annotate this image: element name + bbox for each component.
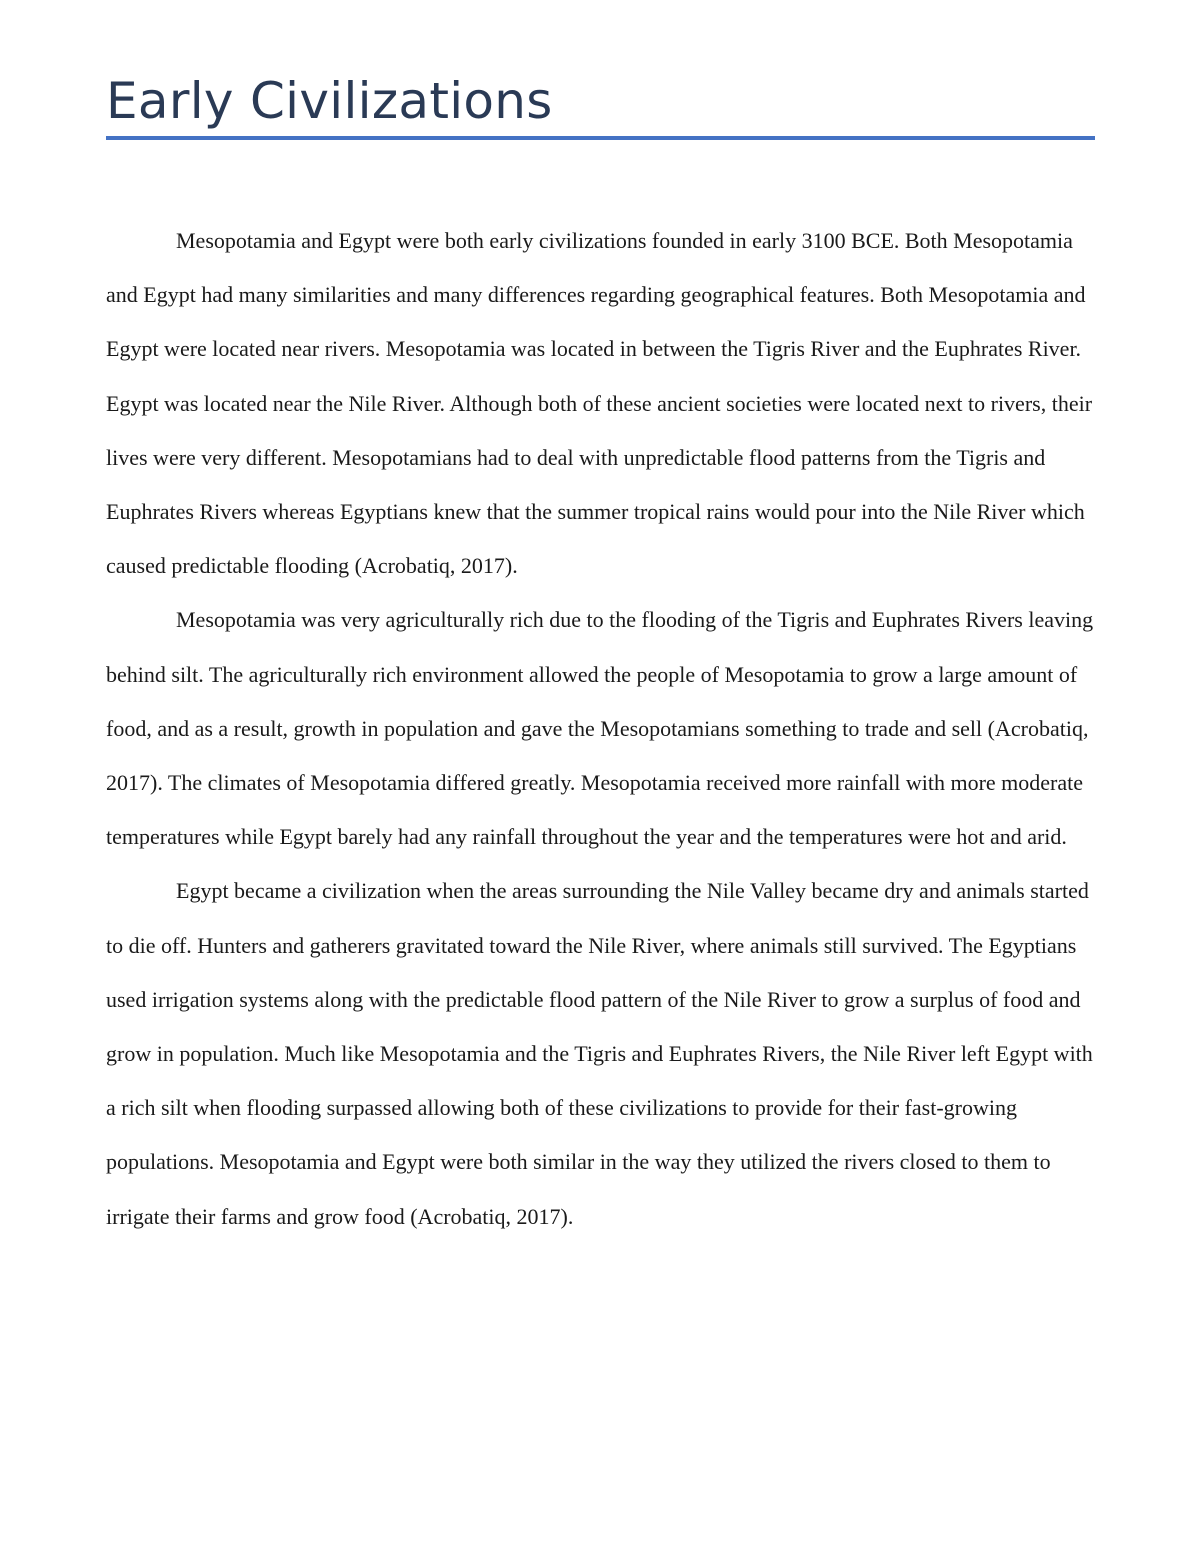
document-title: Early Civilizations (106, 72, 553, 130)
document-body (106, 214, 1095, 1244)
title-underline-rule (106, 136, 1095, 140)
paragraph-3: Egypt became a civilization when the areas surrounding the Nile Valley became dry and animals started to die off. Hunters and gatherers gravitated toward the Nile River, where animals still survived. The Egyptians used irrigation systems along with the predictable flood pattern of the Nile River to grow a surplus of food and grow in population. Much like Mesopotamia and the Tigris and Euphrates Rivers, the Nile River left Egypt with a rich silt when flooding surpassed allowing both of these civilizations to provide for their fast-growing populations. Mesopotamia and Egypt were both similar in the way they utilized the rivers closed to them to irrigate their farms and grow food (Acrobatiq, 2017). (106, 878, 1093, 1229)
paragraph-2: Mesopotamia was very agriculturally rich due to the flooding of the Tigris and Euphrates Rivers leaving behind silt. The agriculturally rich environment allowed the people of Mesopotamia to grow a large amount of food, and as a result, growth in population and gave the Mesopotamians something to trade and sell (Acrobatiq, 2017). The climates of Mesopotamia differed greatly. Mesopotamia received more rainfall with more moderate temperatures while Egypt barely had any rainfall throughout the year and the temperatures were hot and arid. (106, 607, 1094, 850)
paragraph-1: Mesopotamia and Egypt were both early civilizations founded in early 3100 BCE. Both Mesopotamia and Egypt had many similarities and many differences regarding geographical features. Both Mesopotamia and Egypt were located near rivers. Mesopotamia was located in between the Tigris River and the Euphrates River. Egypt was located near the Nile River. Although both of these ancient societies were located next to rivers, their lives were very different. Mesopotamians had to deal with unpredictable flood patterns from the Tigris and Euphrates Rivers whereas Egyptians knew that the summer tropical rains would pour into the Nile River which caused predictable flooding (Acrobatiq, 2017). (106, 228, 1093, 579)
